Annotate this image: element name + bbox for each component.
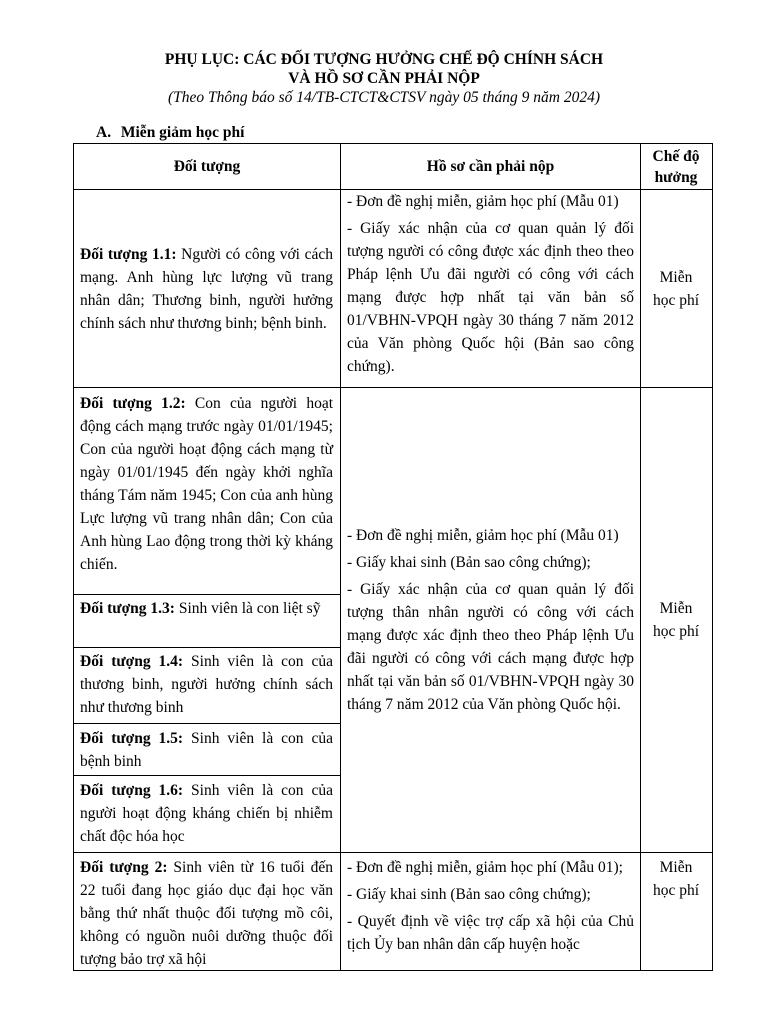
subject-label: Đối tượng 1.6:	[80, 782, 184, 799]
benefit-row-3: Miễn học phí	[652, 859, 700, 899]
documents-row-3	[347, 856, 634, 956]
subject-1-1: Đối tượng 1.1: Người có công với cách mạng. Anh hùng lực lượng vũ trang nhân dân; Thương binh, người hưởng chính sách như thương binh; bệnh binh.	[80, 245, 334, 332]
subject-label: Đối tượng 1.1:	[80, 245, 177, 263]
benefit-row-1: Miễn học phí	[652, 268, 700, 309]
col-header-documents: Hồ sơ cần phải nộp	[426, 158, 555, 175]
subject-1-6: Đối tượng 1.6: Sinh viên là con của người hoạt động kháng chiến bị nhiễm chất độc hóa học	[80, 782, 333, 845]
document-item: - Giấy xác nhận của cơ quan quản lý đối tượng người có công được xác định theo theo Pháp lệnh Ưu đãi người có công với cách mạng được hợp nhất tại văn bản số 01/VBHN-VPQH ngày 30 tháng 7 năm 2012 của Văn phòng Quốc hội (Bản sao công chứng).	[347, 220, 634, 375]
document-item: - Đơn đề nghị miễn, giảm học phí (Mẫu 01);	[347, 859, 623, 876]
document-item: - Đơn đề nghị miễn, giảm học phí (Mẫu 01)	[347, 527, 619, 544]
subject-label: Đối tượng 1.3:	[80, 600, 175, 617]
document-item: - Giấy khai sinh (Bản sao công chứng);	[347, 886, 591, 903]
subject-label: Đối tượng 1.4:	[80, 653, 184, 670]
document-header	[0, 50, 768, 108]
documents-row-1	[347, 190, 634, 378]
subject-label: Đối tượng 1.5:	[80, 730, 184, 747]
title-line-2: VÀ HỒ SƠ CẦN PHẢI NỘP	[288, 70, 480, 87]
subject-label: Đối tượng 1.2:	[80, 395, 186, 412]
col-header-benefit: Chế độ hưởng	[652, 147, 700, 186]
subject-2: Đối tượng 2: Sinh viên từ 16 tuổi đến 22 tuổi đang học giáo dục đại học văn bằng thứ nhất thuộc đối tượng mồ côi, không có nguồn nuôi dưỡng thuộc đối tượng bảo trợ xã hội	[80, 859, 334, 968]
subject-1-2: Đối tượng 1.2: Con của người hoạt động cách mạng trước ngày 01/01/1945; Con của người hoạt động cách mạng từ ngày 01/01/1945 đến ngày khởi nghĩa tháng Tám năm 1945; Con của anh hùng Lực lượng vũ trang nhân dân; Con của Anh hùng Lao động trong thời kỳ kháng chiến.	[80, 395, 333, 573]
title-line-1: PHỤ LỤC: CÁC ĐỐI TƯỢNG HƯỞNG CHẾ ĐỘ CHÍNH SÁCH	[164, 51, 604, 68]
benefits-table	[73, 143, 713, 971]
document-item: - Quyết định về việc trợ cấp xã hội của Chủ tịch Ủy ban nhân dân cấp huyện hoặc	[347, 913, 634, 953]
subject-1-5: Đối tượng 1.5: Sinh viên là con của bệnh binh	[80, 730, 333, 770]
col-header-subject: Đối tượng	[173, 158, 241, 175]
subject-1-3: Đối tượng 1.3: Sinh viên là con liệt sỹ	[80, 600, 321, 617]
documents-row-2	[347, 388, 634, 852]
document-item: - Đơn đề nghị miễn, giảm học phí (Mẫu 01)	[347, 193, 619, 210]
section-number: A.	[96, 124, 112, 141]
subject-label: Đối tượng 2:	[80, 859, 168, 876]
subtitle: (Theo Thông báo số 14/TB-CTCT&CTSV ngày 05 tháng 9 năm 2024)	[167, 89, 601, 106]
benefit-row-2: Miễn học phí	[652, 600, 700, 640]
section-heading	[96, 124, 244, 142]
subject-1-4: Đối tượng 1.4: Sinh viên là con của thương binh, người hưởng chính sách như thương binh	[80, 653, 333, 716]
document-item: - Giấy xác nhận của cơ quan quản lý đối tượng thân nhân người có công với cách mạng được xác định theo theo Pháp lệnh Ưu đãi người có công với cách mạng được hợp nhất tại văn bản số 01/VBHN-VPQH ngày 30 tháng 7 năm 2012 của Văn phòng Quốc hội.	[347, 581, 634, 713]
document-item: - Giấy khai sinh (Bản sao công chứng);	[347, 554, 591, 571]
section-title: Miễn giảm học phí	[120, 124, 245, 141]
